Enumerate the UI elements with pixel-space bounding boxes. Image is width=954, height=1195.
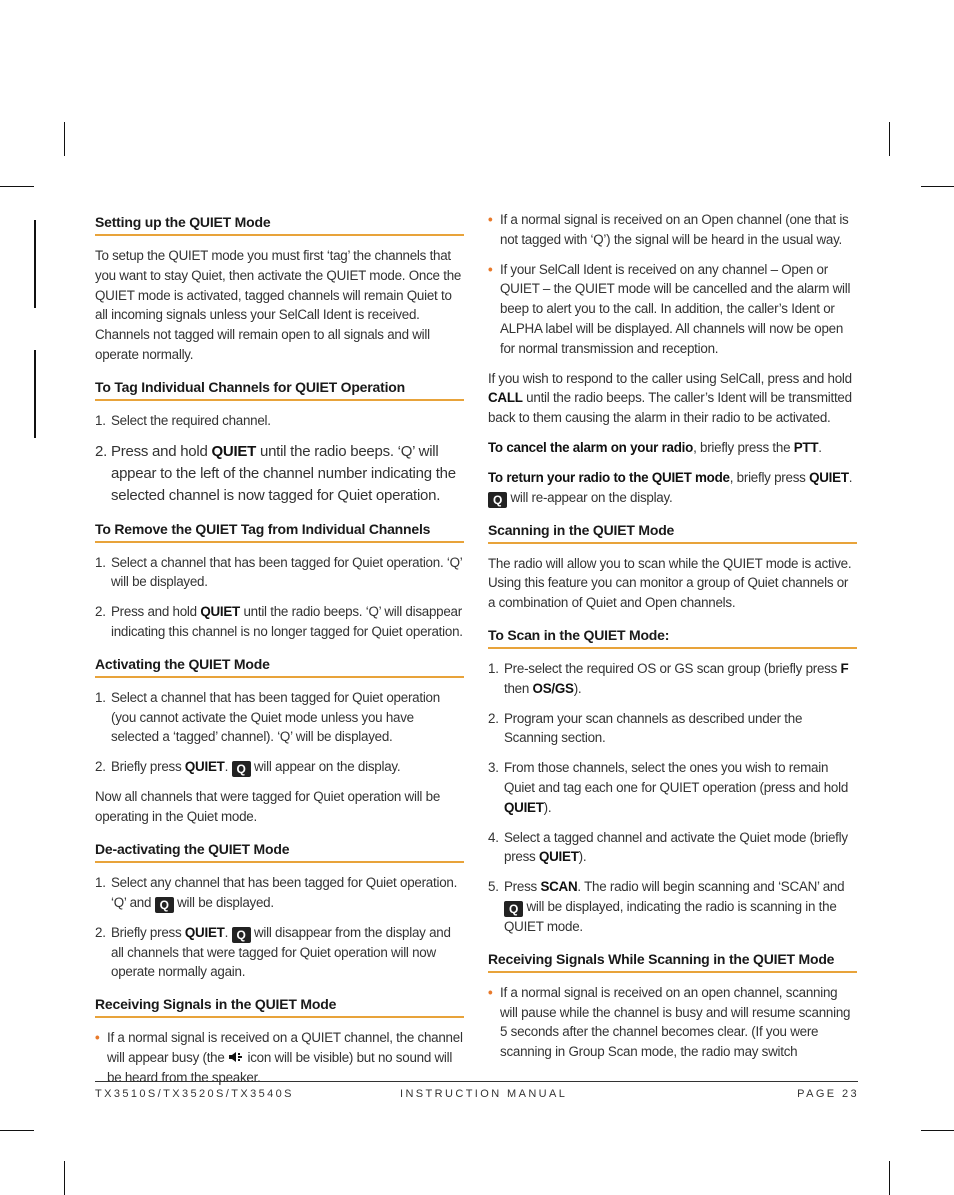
setting-up-paragraph: To setup the QUIET mode you must first ‘tag’ the channels that you want to stay Quiet, then activate the QUIET mode. Once the QUIET mode is activated, tagged channels will remain Quiet to all incoming signals unless your SelCall Ident is received. Channels not tagged will remain open to all signals and will operate normally.: [95, 248, 462, 362]
list-item: 2. Press and hold QUIET until the radio beeps. ‘Q’ will appear to the left of the channel number indicating the selected channel is now tagged for Quiet operation.: [95, 442, 456, 504]
footer-rule: [95, 1081, 858, 1082]
registration-bar: [34, 350, 36, 438]
crop-mark: [0, 1130, 34, 1131]
heading-deactivating: De-activating the QUIET Mode: [95, 837, 464, 863]
heading-tag-channels: To Tag Individual Channels for QUIET Operation: [95, 375, 464, 401]
heading-scanning-quiet: Scanning in the QUIET Mode: [488, 518, 857, 544]
right-column: [488, 210, 857, 1072]
quiet-q-icon: Q: [488, 492, 507, 508]
list-item: 2. Briefly press QUIET. Q will appear on the display.: [95, 759, 401, 777]
crop-mark: [64, 122, 65, 156]
heading-remove-tag: To Remove the QUIET Tag from Individual Channels: [95, 517, 464, 543]
list-item: 1. Select the required channel.: [95, 412, 271, 428]
left-column: [95, 210, 464, 1098]
respond-paragraph: If you wish to respond to the caller using SelCall, press and hold CALL until the radio beeps. The caller’s Ident will be transmitted back to them causing the alarm in their radio to be activated.: [488, 370, 852, 426]
activating-note: Now all channels that were tagged for Quiet operation will be operating in the Quiet mode.: [95, 789, 441, 824]
list-item: 3. From those channels, select the ones you wish to remain Quiet and tag each one for QUIET operation (press and hold QUIET).: [488, 760, 849, 815]
crop-mark: [64, 1161, 65, 1195]
footer-page-number: PAGE 23: [797, 1088, 859, 1100]
return-quiet-paragraph: To return your radio to the QUIET mode, briefly press QUIET. Q will re-appear on the display.: [488, 469, 853, 507]
crop-mark: [921, 1130, 954, 1131]
list-item: 2. Briefly press QUIET. Q will disappear from the display and all channels that were tagged for Quiet operation will now operate normally again.: [95, 924, 451, 980]
list-item: 1. Pre-select the required OS or GS scan group (briefly press F then OS/GS).: [488, 660, 849, 696]
list-item: 5. Press SCAN. The radio will begin scanning and ‘SCAN’ and Q will be displayed, indicating the radio is scanning in the QUIET mode.: [488, 879, 845, 934]
crop-mark: [0, 186, 34, 187]
footer-model: TX3510S/TX3520S/TX3540S: [95, 1088, 294, 1100]
heading-setting-up: Setting up the QUIET Mode: [95, 210, 464, 236]
quiet-q-icon: Q: [155, 897, 174, 913]
heading-receiving-signals: Receiving Signals in the QUIET Mode: [95, 992, 464, 1018]
bullet-item: • If a normal signal is received on an open channel, scanning will pause while the channel is busy and will resume scanning 5 seconds after the channel becomes clear. (If you were scanning in Group Scan mode, the radio may switch: [488, 984, 851, 1060]
bullet-item: • If a normal signal is received on a QUIET channel, the channel will appear busy (the icon will be visible) but no sound will be heard from the speaker.: [95, 1030, 463, 1085]
list-item: 1. Select a channel that has been tagged for Quiet operation. ‘Q’ will be displayed.: [95, 554, 463, 590]
list-item: 1. Select any channel that has been tagged for Quiet operation. ‘Q’ and Q will be displayed.: [95, 874, 458, 912]
heading-to-scan: To Scan in the QUIET Mode:: [488, 623, 857, 649]
heading-receiving-scanning: Receiving Signals While Scanning in the QUIET Mode: [488, 947, 857, 973]
list-item: 4. Select a tagged channel and activate the Quiet mode (briefly press QUIET).: [488, 829, 848, 865]
footer-manual-title: INSTRUCTION MANUAL: [400, 1088, 568, 1100]
crop-mark: [889, 122, 890, 156]
scanning-paragraph: The radio will allow you to scan while the QUIET mode is active. Using this feature you can monitor a group of Quiet channels or a combination of Quiet and Open channels.: [488, 555, 852, 611]
crop-mark: [889, 1161, 890, 1195]
registration-bar: [34, 220, 36, 308]
crop-mark: [921, 186, 954, 187]
bullet-item: • If your SelCall Ident is received on any channel – Open or QUIET – the QUIET mode will be cancelled and the alarm will beep to alert you to the call. In addition, the caller’s Ident or ALPHA label will be displayed. All channels will now be open for normal transmission and reception.: [488, 261, 851, 356]
cancel-alarm-paragraph: To cancel the alarm on your radio, briefly press the PTT.: [488, 439, 822, 455]
list-item: 2. Press and hold QUIET until the radio beeps. ‘Q’ will disappear indicating this channel is no longer tagged for Quiet operation.: [95, 604, 463, 639]
quiet-q-icon: Q: [504, 901, 523, 917]
quiet-q-icon: Q: [232, 761, 251, 777]
speaker-busy-icon: [228, 1051, 244, 1063]
quiet-q-icon: Q: [232, 927, 251, 943]
list-item: 2. Program your scan channels as described under the Scanning section.: [488, 710, 803, 746]
list-item: 1. Select a channel that has been tagged for Quiet operation (you cannot activate the Quiet mode unless you have selected a ‘tagged’ channel). ‘Q’ will be displayed.: [95, 689, 440, 745]
heading-activating: Activating the QUIET Mode: [95, 652, 464, 678]
bullet-item: • If a normal signal is received on an Open channel (one that is not tagged with ‘Q’) the signal will be heard in the usual way.: [488, 212, 849, 247]
